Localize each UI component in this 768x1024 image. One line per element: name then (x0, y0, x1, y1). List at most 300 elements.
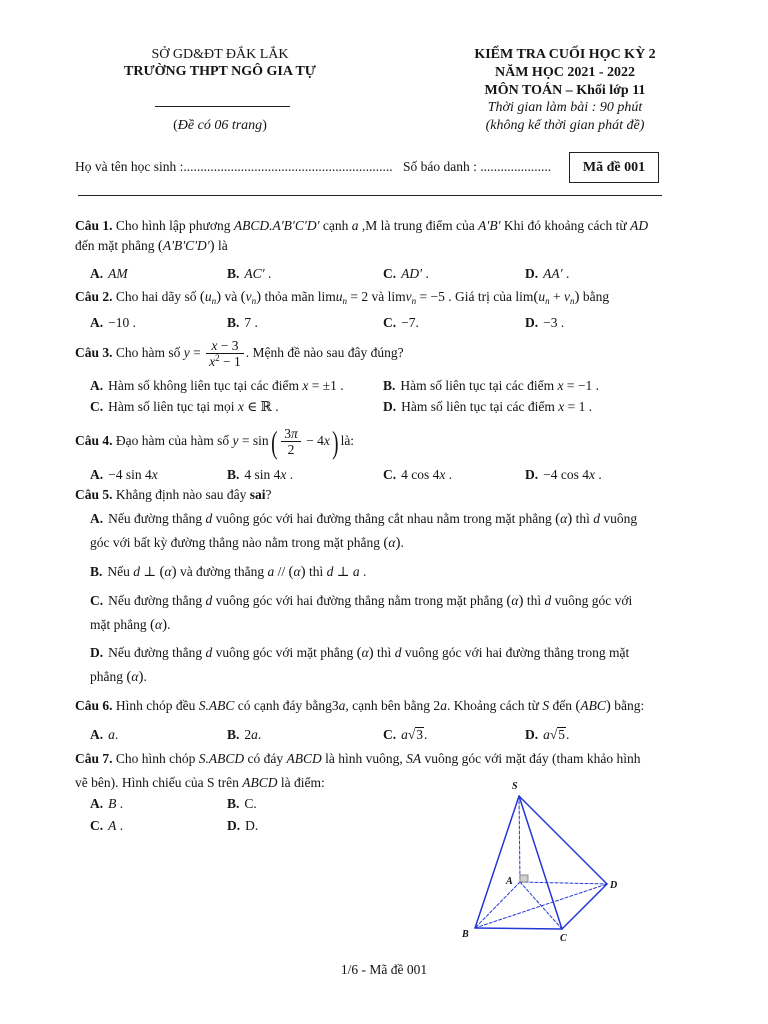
question-4-option-d (525, 467, 602, 483)
text-run: . (594, 467, 602, 482)
fraction-numerator (281, 426, 301, 442)
text-run: √ (549, 727, 558, 742)
parenthesis: ) (518, 593, 524, 609)
text-run: vẽ bên). Hình chiếu của S trên (75, 775, 243, 790)
math-variable: d (593, 511, 600, 526)
text-run: C. (244, 796, 257, 811)
question-1-option-d (525, 266, 569, 282)
math-variable: d (205, 511, 213, 526)
option-letter: B. (227, 266, 240, 281)
text-run: Khi đó khoảng cách từ (500, 218, 631, 233)
option-letter: C. (383, 266, 397, 281)
math-variable: AA′ (543, 266, 563, 281)
question-2-option-d (525, 315, 564, 331)
option-text (401, 315, 419, 330)
page-footer: 1/6 - Mã đề 001 (340, 962, 428, 977)
text-run: 4 cos 4 (401, 467, 440, 482)
math-variable: S.ABC (198, 698, 235, 713)
parenthesis: ( (356, 645, 362, 661)
question-3-option-c (90, 399, 279, 415)
option-letter: D. (525, 727, 539, 742)
text-run: là điểm: (277, 775, 325, 790)
right-angle-marker (520, 875, 528, 882)
text-run: = −1 . (563, 378, 599, 393)
question-5-stem (75, 487, 272, 503)
question-7-stem (75, 751, 640, 767)
option-letter: B. (227, 796, 240, 811)
question-label: Câu 7. (75, 751, 113, 766)
math-variable: AC′ (244, 266, 265, 281)
math-variable: α (293, 564, 301, 579)
question-4-option-a (90, 467, 158, 483)
question-6-option-d (525, 727, 569, 743)
math-variable: ABC (580, 698, 606, 713)
edge-bc (475, 928, 562, 929)
text-run: . (445, 467, 453, 482)
math-variable: ABCD (242, 775, 278, 790)
parenthesis: ) (368, 645, 374, 661)
text-run: thì (572, 511, 594, 526)
option-text (543, 727, 569, 742)
parenthesis: ) (395, 535, 401, 551)
question-6-option-b (227, 727, 261, 743)
option-text (401, 266, 429, 281)
option-letter: A. (90, 796, 104, 811)
parenthesis: ) (574, 289, 580, 305)
option-text (108, 315, 136, 330)
text-run: 3 (284, 426, 292, 442)
math-variable: a (440, 698, 447, 713)
text-run: . (116, 818, 124, 833)
question-7-option-d (227, 818, 258, 834)
option-letter: A. (90, 315, 104, 330)
math-variable: S (542, 698, 550, 713)
subscript: n (211, 296, 217, 306)
math-variable: a (251, 727, 258, 742)
math-variable: a (351, 218, 359, 233)
text-run: đến (549, 698, 576, 713)
parenthesis: ) (138, 669, 144, 685)
text-run: −7. (401, 315, 419, 330)
school-year: NĂM HỌC 2021 - 2022 (495, 65, 635, 80)
text-run: . (257, 727, 262, 742)
text-run: vuông góc với hai đường thẳng trong mặt (401, 645, 630, 660)
option-text (108, 378, 343, 393)
text-run: vuông góc với mặt phẳng (212, 645, 357, 660)
text-run: − 1 (219, 354, 241, 370)
math-variable: α (560, 511, 568, 526)
superscript: 2 (215, 353, 220, 364)
text-run: , cạnh bên bằng 2 (345, 698, 441, 713)
text-run: . (116, 796, 124, 811)
text-run: ⊥ (140, 564, 160, 579)
option-letter: C. (383, 467, 397, 482)
subject-grade: MÔN TOÁN – Khối lớp 11 (484, 83, 646, 98)
edge-ab-hidden (475, 882, 520, 928)
option-text (108, 399, 278, 414)
parenthesis: ( (555, 511, 561, 527)
math-variable: x (209, 354, 216, 370)
pyramid-figure (450, 770, 630, 950)
parenthesis: ( (506, 593, 512, 609)
text-run: và (221, 289, 241, 304)
subscripted-variable (564, 289, 575, 304)
math-variable: x (558, 399, 565, 414)
text-run: mặt phẳng (90, 617, 150, 632)
question-2-stem (75, 289, 609, 305)
text-run: . (143, 669, 147, 684)
option-text (108, 467, 158, 482)
question-3-option-d (383, 399, 592, 415)
text-run: // (274, 564, 289, 579)
question-3-option-a (90, 378, 344, 394)
text-run: Nếu (107, 564, 134, 579)
question-6-option-a (90, 727, 118, 743)
text-run: Hàm số liên tục tại mọi (108, 399, 238, 414)
option-letter: D. (90, 645, 104, 660)
text-run: . (562, 266, 570, 281)
text-run: . Khoảng cách từ (446, 698, 543, 713)
math-variable: SA (406, 751, 422, 766)
parenthesis: ( (533, 289, 539, 305)
parenthesis: ( (126, 669, 132, 685)
text-run: Hàm số liên tục tại các điểm (400, 378, 558, 393)
question-5-option-a (90, 511, 637, 527)
math-variable: a (338, 698, 346, 713)
text-run: ⊥ (333, 564, 353, 579)
question-label: Câu 6. (75, 698, 113, 713)
duration-note: (không kể thời gian phát đề) (485, 118, 645, 133)
text-run: ,M là trung điểm của (358, 218, 479, 233)
fraction (281, 426, 301, 457)
text-run: − 4 (302, 433, 324, 448)
question-6-stem (75, 698, 644, 714)
option-text (244, 796, 256, 811)
variable: v (405, 289, 412, 304)
fraction-denominator (206, 354, 244, 369)
diagonal-bd-hidden (475, 884, 607, 928)
option-text (108, 593, 632, 608)
fraction-denominator (281, 442, 301, 457)
math-variable: π (291, 426, 298, 442)
text-run: Khẳng định nào sau đây (112, 487, 250, 502)
question-2-option-a (90, 315, 136, 331)
text-run: = ±1 . (308, 378, 344, 393)
parenthesis: ) (567, 511, 573, 527)
text-run: = sin (238, 433, 269, 448)
option-letter: A. (90, 266, 104, 281)
stem-text (112, 424, 355, 460)
question-7-stem-continued (75, 775, 325, 791)
exam-code-box (569, 152, 659, 183)
variable: v (245, 289, 252, 304)
text-run: cạnh (319, 218, 352, 233)
math-variable: a (108, 727, 115, 742)
text-run: vuông góc với (551, 593, 633, 608)
text-run: thì (523, 593, 545, 608)
text-run: là hình vuông, (321, 751, 407, 766)
text-run: − 3 (217, 338, 239, 354)
text-run: D. (245, 818, 259, 833)
math-variable: d (205, 645, 213, 660)
question-3-stem (75, 336, 404, 370)
question-1-option-c (383, 266, 429, 282)
question-4-stem (75, 424, 354, 458)
math-variable: α (131, 669, 139, 684)
math-variable: x (151, 467, 158, 482)
edge-sc (519, 796, 562, 929)
text-run: và đường thẳng (176, 564, 268, 579)
stem-text (113, 698, 645, 713)
info-divider (78, 195, 662, 196)
text-run: 7 . (244, 315, 258, 330)
edge-sa-hidden (519, 796, 520, 882)
text-run: = 2 và lim (347, 289, 406, 304)
math-variable: a (267, 564, 275, 579)
stem-text (113, 289, 610, 304)
edge-sb (475, 796, 519, 928)
text-run: có đáy (244, 751, 287, 766)
subscripted-variable (246, 289, 257, 304)
text-run: −10 . (108, 315, 136, 330)
option-letter: C. (90, 818, 104, 833)
math-variable: x (439, 467, 446, 482)
exam-code: Mã đề 001 (582, 159, 646, 175)
text-run: vuông góc với hai đường thẳng nằm trong mặt phẳng (212, 593, 507, 608)
math-variable: Đề có 06 trang (177, 118, 263, 133)
radicand: 5 (558, 727, 566, 742)
subscript: n (342, 296, 348, 306)
question-1-option-b (227, 266, 271, 282)
vertex-label-b: B (462, 929, 469, 940)
option-text (400, 378, 599, 393)
text-run: . (167, 617, 171, 632)
text-run: −3 . (543, 315, 565, 330)
question-5-option-d (90, 645, 629, 661)
math-variable: d (394, 645, 402, 660)
student-name-line: Họ và tên học sinh :.............................................................. (75, 159, 393, 174)
option-text (244, 315, 258, 330)
parenthesis: ( (383, 535, 389, 551)
math-variable: α (155, 617, 163, 632)
text-run: ( (173, 118, 178, 133)
parenthesis: ( (575, 698, 581, 714)
option-letter: B. (227, 315, 240, 330)
text-run: . (424, 727, 428, 742)
question-5-option-c-continued (90, 617, 170, 633)
math-variable: AM (108, 266, 128, 281)
math-variable: α (361, 645, 369, 660)
question-2-option-c (383, 315, 419, 331)
option-letter: B. (90, 564, 103, 579)
text-run: phẳng (90, 669, 127, 684)
text-run: 2 (244, 727, 252, 742)
exam-duration: Thời gian làm bài : 90 phút (487, 100, 643, 115)
math-variable: x (211, 338, 218, 354)
text-run: thì (373, 645, 395, 660)
subscripted-variable (205, 289, 216, 304)
text-run: bằng (579, 289, 610, 304)
parenthesis: ( (150, 617, 155, 633)
edge-sd (519, 796, 607, 884)
question-label: Câu 1. (75, 218, 113, 233)
fraction (206, 338, 244, 369)
math-variable: α (388, 535, 396, 550)
option-letter: D. (383, 399, 397, 414)
math-variable: d (544, 593, 552, 608)
option-letter: D. (227, 818, 241, 833)
text-run: ) (262, 118, 267, 133)
school-name: TRƯỜNG THPT NGÔ GIA TỰ (124, 64, 316, 79)
variable: u (204, 289, 212, 304)
math-variable: x (280, 467, 287, 482)
stem-text (113, 487, 272, 502)
math-variable: x (302, 378, 309, 393)
emphasis-text: sai (249, 487, 266, 502)
parenthesis: ) (209, 238, 215, 254)
math-variable: ABCD.A′B′C′D′ (233, 218, 320, 233)
variable: u (538, 289, 546, 304)
text-run: là (214, 238, 228, 253)
math-variable: AD (630, 218, 649, 233)
option-text (108, 511, 637, 526)
question-7-option-b (227, 796, 257, 812)
question-5-option-d-continued (90, 669, 147, 685)
parenthesis: ) (216, 289, 222, 305)
text-run: Hàm số liên tục tại các điểm (401, 399, 559, 414)
option-letter: B. (383, 378, 396, 393)
option-letter: B. (227, 727, 240, 742)
question-2-option-b (227, 315, 258, 331)
option-text (401, 467, 452, 482)
stem-text (112, 338, 404, 370)
math-variable: α (164, 564, 172, 579)
question-label: Câu 3. (75, 345, 113, 360)
text-run: Cho hai dãy số (112, 289, 200, 304)
text-run: bằng: (610, 698, 645, 713)
text-run: −4 cos 4 (543, 467, 589, 482)
option-text (401, 399, 592, 414)
option-letter: C. (90, 593, 104, 608)
text-run: . (359, 564, 367, 579)
question-1-option-a (90, 266, 128, 282)
option-text (108, 645, 629, 660)
question-6-option-c (383, 727, 427, 743)
option-letter: B. (227, 467, 240, 482)
text-run: 4 sin 4 (244, 467, 281, 482)
math-variable: A′B′ (478, 218, 501, 233)
option-letter: D. (525, 315, 539, 330)
text-run: vuông (599, 511, 638, 526)
math-variable: AD′ (401, 266, 423, 281)
option-text (108, 266, 128, 281)
text-run: = (189, 345, 205, 360)
text-run: √ (407, 727, 416, 742)
option-letter: C. (383, 727, 397, 742)
math-variable: x (557, 378, 564, 393)
text-run: có cạnh đáy bằng3 (234, 698, 339, 713)
parenthesis: ) (256, 289, 262, 305)
text-run: Cho hàm số (112, 345, 184, 360)
math-variable: A (108, 818, 117, 833)
text-run: đến mặt phẳng (75, 238, 158, 253)
edge-ad-hidden (520, 882, 607, 884)
subscripted-variable (406, 289, 417, 304)
option-letter: A. (90, 378, 104, 393)
question-3-option-b (383, 378, 599, 394)
big-parenthesis: ) (332, 424, 339, 460)
question-label: Câu 4. (75, 433, 113, 448)
subscript: n (569, 296, 575, 306)
question-7-option-a (90, 796, 123, 812)
text-run: 2 (287, 442, 295, 458)
subscript: n (545, 296, 550, 306)
math-variable: y (183, 345, 190, 360)
option-letter: C. (90, 399, 104, 414)
text-run: Đạo hàm của hàm số (112, 433, 233, 448)
option-letter: A. (90, 511, 104, 526)
text-run: + (549, 289, 564, 304)
student-id-line: Số báo danh : ..................... (403, 159, 552, 174)
question-5-option-a-continued (90, 535, 404, 551)
option-text (108, 796, 123, 811)
math-variable: x (323, 433, 330, 448)
math-variable: B (108, 796, 117, 811)
math-variable: ABCD (286, 751, 322, 766)
parenthesis: ( (157, 238, 163, 254)
text-run: Nếu đường thẳng (108, 593, 206, 608)
text-run: . Mệnh đề nào sau đây đúng? (245, 345, 404, 360)
parenthesis: ( (288, 564, 294, 580)
question-label: Câu 2. (75, 289, 113, 304)
question-7-option-c (90, 818, 123, 834)
question-4-option-b (227, 467, 293, 483)
vertex-label-s: S (512, 781, 518, 792)
math-variable: x (588, 467, 595, 482)
question-1-stem (75, 218, 648, 234)
option-text (107, 564, 366, 579)
text-run: Hàm số không liên tục tại các điểm (108, 378, 303, 393)
parenthesis: ) (171, 564, 177, 580)
text-run: . (422, 266, 429, 281)
question-5-option-c (90, 593, 632, 609)
math-variable: A'B'C'D' (162, 238, 210, 253)
subscripted-variable (336, 289, 347, 304)
text-run: . (114, 727, 119, 742)
text-run: góc với bất kỳ đường thẳng nào nằm trong mặt phẳng (90, 535, 384, 550)
math-variable: a (401, 727, 408, 742)
math-variable: d (205, 593, 213, 608)
text-run: thỏa mãn lim (261, 289, 336, 304)
option-text (108, 727, 118, 742)
big-parenthesis: ( (270, 424, 278, 460)
text-run: . (286, 467, 294, 482)
text-run: ? (265, 487, 272, 502)
subscripted-variable (538, 289, 549, 304)
vertex-label-d: D (610, 880, 618, 891)
exam-title: KIỂM TRA CUỐI HỌC KỲ 2 (474, 47, 656, 62)
math-variable: a (352, 564, 360, 579)
option-letter: C. (383, 315, 397, 330)
text-run: . (400, 535, 404, 550)
math-variable: d (133, 564, 141, 579)
parenthesis: ( (199, 289, 205, 305)
text-run: = 1 . (564, 399, 593, 414)
option-text (244, 727, 261, 742)
stem-text (113, 751, 641, 766)
text-run: vuông góc với hai đường thẳng cắt nhau nằm trong mặt phẳng (212, 511, 556, 526)
header-divider (155, 106, 290, 107)
